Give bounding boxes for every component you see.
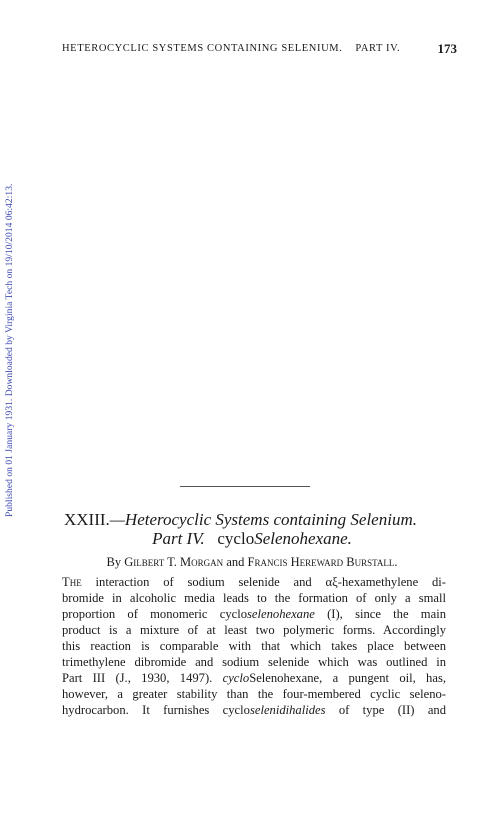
body-text: proportion of monomeric cyclo [62,607,248,621]
author-2: Francis Hereward Burstall. [247,555,398,569]
body-text: trimethylene dibromide and sodium selenide which was outlined in [62,655,446,669]
article-title-prefix: cyclo [217,529,255,548]
body-line [62,702,446,718]
body-line [62,670,446,686]
body-text: this reaction is comparable with that which takes place between [62,639,446,653]
body-line [62,654,446,670]
section-divider [180,486,310,487]
running-head-part: PART IV. [355,43,401,54]
running-head-title: HETEROCYCLIC SYSTEMS CONTAINING SELENIUM. [62,43,343,54]
download-watermark [5,127,19,517]
article-number: XXIII. [64,510,110,529]
body-text: Selenohexane, a pungent oil, has, [249,671,446,685]
body-text: bromide in alcoholic media leads to the formation of only a small [62,591,446,605]
and-label: and [226,555,245,569]
author-1: Gilbert T. Morgan [124,555,224,569]
body-line [62,622,446,638]
page-number: 173 [437,41,457,56]
running-head [62,43,457,54]
body-text: hydrocarbon. It furnishes cyclo [62,703,250,717]
authors-line [0,555,504,570]
body-text: however, a greater stability than the four-membered cyclic seleno- [62,687,446,701]
body-italic: selenohexane [247,607,315,621]
body-line [62,638,446,654]
body-text: (I), since the main [314,607,446,621]
download-watermark-text: Published on 01 January 1931. Downloaded by Virginia Tech on 19/10/2014 06:42:13. [5,183,15,517]
body-line [62,606,446,622]
by-label: By [106,555,122,569]
article-title-line2 [0,529,504,549]
body-line [62,686,446,702]
body-text: of type (II) and [325,703,447,717]
body-text: interaction of sodium selenide and αξ-hexamethylene di- [81,575,446,589]
article-title-text: —Heterocyclic Systems containing Selenium. [109,510,417,529]
body-paragraph [62,574,446,718]
body-text: product is a mixture of at least two polymeric forms. Accordingly [62,623,446,637]
body-italic: cyclo [222,671,250,685]
body-italic: selenidihalides [249,703,326,717]
body-line [62,574,446,590]
body-text: Part III (J., 1930, 1497). [62,671,223,685]
article-part: Part IV. [152,529,205,548]
article-title-line1 [64,510,444,530]
body-lead-word: The [62,575,82,589]
body-line [62,590,446,606]
article-title-name: Selenohexane. [254,529,352,548]
